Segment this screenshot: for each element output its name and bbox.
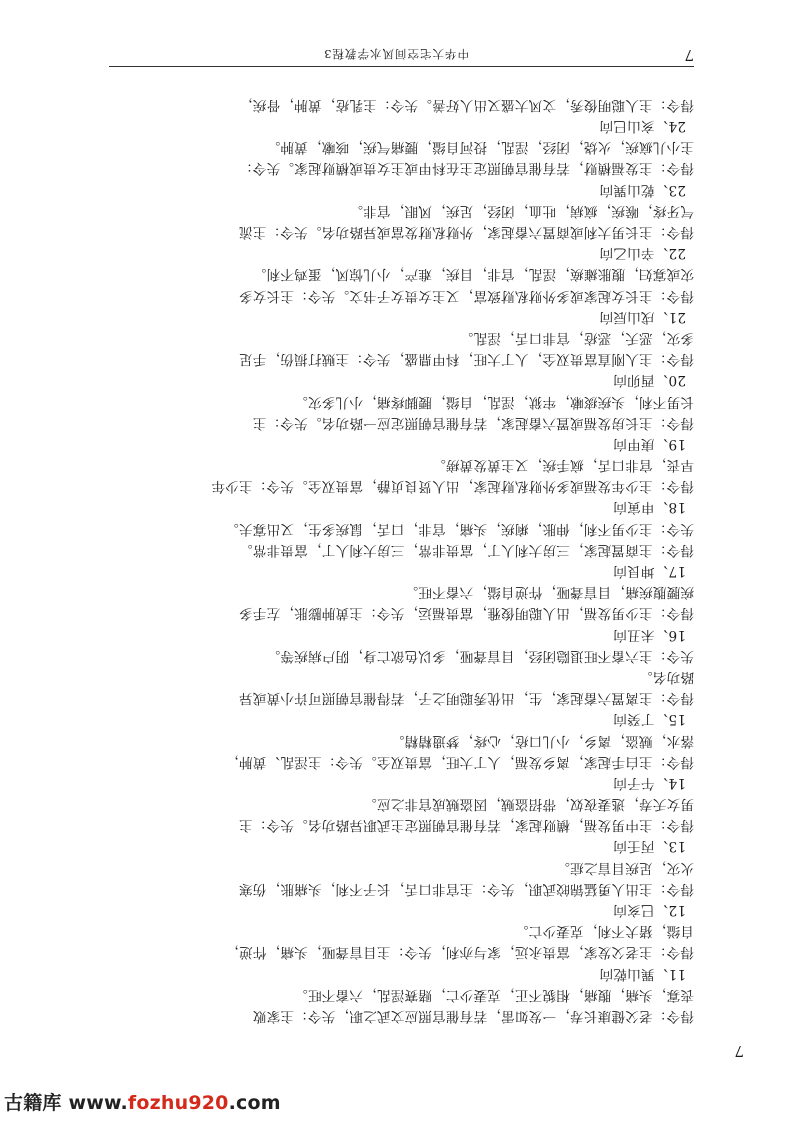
watermark-suffix: .com	[228, 1092, 281, 1114]
text-line: 男女夭寿，逃妻夜奴，带招盗贼，因盗贼成官非之应。	[362, 796, 694, 813]
watermark-site-name: 古籍库	[4, 1092, 62, 1114]
text-line: 得令：主发福横财，若有催官朝照定主在科甲或主女贵或横财起家。失令：	[238, 160, 694, 177]
text-line: 主小儿疯疾，火烧，闭经，淫乱，投河自缢，腰痛气疾，咳嗽，黄肿。	[266, 139, 694, 156]
text-line: 得令：主出人勇猛锦皎武职，失令：主官非口舌，长子不利，头痛胀，伤寒	[238, 880, 694, 897]
text-line: 火灾，足疾目盲之症。	[556, 859, 694, 876]
text-line: 早丧，官非口舌，疯手疾，又主黄发黄痨。	[431, 457, 694, 474]
text-line: 落水，贼盗，离乡，小儿口疮，心疼，梦遗精精。	[390, 732, 694, 749]
body-text	[54, 94, 694, 1026]
text-line: 灾或寡妇，腹胀瘫痪，淫乱，官非，目疾，难产，小儿惊风，蛋鸡不利。	[252, 266, 694, 283]
section-heading: 15、丁癸向	[613, 711, 686, 728]
text-line: 得令：主少年发福或多外财私财起家，出人贤良贞静，富贵双全。失令：主少年	[211, 478, 694, 495]
page-number-header: 7	[684, 46, 694, 64]
section-heading: 13、丙壬向	[613, 838, 686, 855]
text-line: 失令：主六畜不旺退隐闭经，目盲聋哑，多以色欲亡身，阴户病疾等。	[266, 647, 694, 664]
text-line: 得令：主老父发家，富贵永远，家与亦利，失令：主目盲聋哑，头痛，忤逆，	[225, 944, 694, 961]
text-line: 路功名。	[638, 669, 694, 685]
text-line: 长男不利，头疾痰嗽，牢狱，淫乱，自缢，腰脚疼痛，小儿多灾。	[293, 393, 694, 410]
header-rule	[109, 66, 694, 67]
section-heading: 22、辛山乙向	[599, 245, 686, 262]
text-line: 失令：主少男不利，伸胀，痢疾，头痛，官非，口舌，鼠疾多生，又出寡夫。	[225, 520, 694, 537]
text-line: 得令：主长女起家或多外财私财致富，又主女贵女子书文。失令：主长女多	[238, 287, 694, 304]
text-line: 气牙疼，喉疾，疯病，吐血，闭经，足疾，风眼，官非。	[349, 202, 694, 219]
text-line: 得令：主白手起家，离乡发福，人丁大旺，富贵双全。失令：主淫乱、黄肿，	[225, 753, 694, 770]
page-number-footer: 7	[734, 1042, 744, 1060]
section-heading: 19、庚甲向	[613, 435, 686, 452]
text-line: 多灾，恶夭，恶疮，官非口舌，淫乱。	[459, 330, 694, 346]
text-line: 得令：主长房发福或置六畜起家，若有催官朝照定应一路功名。失令：主	[252, 414, 694, 431]
text-line: 得令：主中男发福，横财起家，若有催官朝照定主武职异路功名。失令：主	[238, 817, 694, 834]
section-heading: 11、巽山乾向	[599, 965, 686, 982]
text-line: 自缢，猪犬不利，克妻少亡。	[514, 923, 694, 940]
site-watermark[interactable]	[4, 1088, 281, 1115]
section-heading: 21、戌山辰向	[599, 308, 686, 325]
section-heading: 23、乾山巽向	[599, 181, 686, 198]
watermark-prefix: www.	[68, 1092, 128, 1114]
section-heading: 12、巳亥向	[613, 902, 686, 919]
section-heading: 14、午子向	[613, 774, 686, 791]
section-heading: 24、亥山巳向	[599, 118, 686, 135]
section-heading: 17、坤艮向	[613, 563, 686, 580]
text-line: 得令：主商置起家，三房大利人丁，富贵非常，三房大利人丁，富贵非常。	[238, 541, 694, 558]
section-heading: 18、申寅向	[613, 499, 686, 516]
watermark-url: fozhu920	[127, 1092, 229, 1114]
text-line: 得令：主离置六畜起家，生，出优秀聪明之子，若得催官朝照可许小黄或异	[238, 690, 694, 707]
text-line: 得令：主人聪明俊秀，文风大盛又出人好善。失令：主乳疮，黄肿，骨疾，	[238, 96, 694, 113]
text-line: 得令：主人刚直富贵双全，人丁大旺，科甲鼎盛，失令：主贼打损伤，手足	[238, 351, 694, 368]
running-header-title: 中华大宅空间风水学教程3	[323, 47, 469, 61]
text-line: 得令：主长男大利或商置六畜起家，外财私财发富或异路功名。失令：主流	[238, 224, 694, 241]
section-heading: 16、未丑向	[613, 626, 686, 643]
text-line: 疾腰腹疾痛，目盲聋哑，忤逆自缢，六畜不旺。	[404, 584, 694, 601]
section-heading: 20、酉卯向	[613, 372, 686, 389]
text-line: 丧寡，头痛，腹痛，相貌不正，克妻少亡，赌赛淫乱，六畜不旺。	[293, 986, 694, 1003]
text-line: 得令：主少男发福，出人聪明俊雅，富贵福运，失令：主黄肿膨胀，左手多	[238, 605, 694, 622]
text-line: 得令：老父健康长寿，一发如雷，若有催官照应文武之职，失令：主家败	[252, 1008, 694, 1024]
